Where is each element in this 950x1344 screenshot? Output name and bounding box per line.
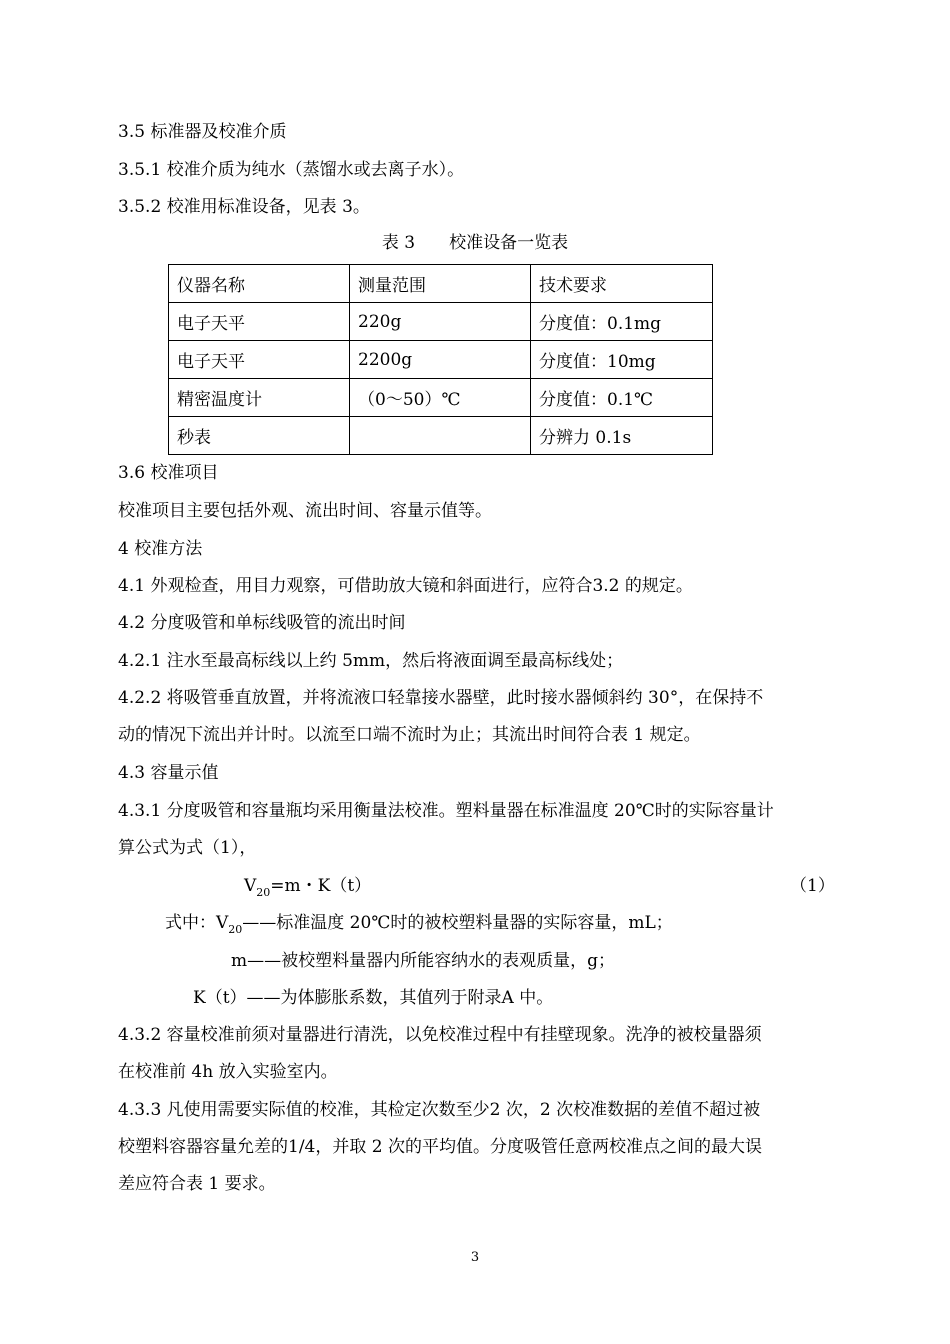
formula <box>244 875 371 899</box>
paragraph-3-5-1: 3.5.1 校准介质为纯水（蒸馏水或去离子水）。 <box>118 160 465 180</box>
section-heading-4-3: 4.3 容量示值 <box>118 763 219 783</box>
table-row <box>169 417 713 455</box>
paragraph-3-6: 校准项目主要包括外观、流出时间、容量示值等。 <box>118 501 492 521</box>
paragraph-3-5-2: 3.5.2 校准用标准设备，见表 3。 <box>118 197 370 217</box>
paragraph-4-3-3-line3: 差应符合表 1 要求。 <box>118 1174 276 1194</box>
paragraph-4-3-1-line1: 4.3.1 分度吸管和容量瓶均采用衡量法校准。塑料量器在标准温度 20℃时的实际容量计 <box>118 801 774 821</box>
table-header-cell: 仪器名称 <box>169 265 350 303</box>
where-prefix: 式中：V <box>165 913 229 933</box>
formula-where-m: m——被校塑料量器内所能容纳水的表观质量，g； <box>231 951 616 971</box>
formula-rhs: =m・K（t） <box>270 876 372 896</box>
table-cell: 电子天平 <box>169 303 350 341</box>
paragraph-4-3-2-line1: 4.3.2 容量校准前须对量器进行清洗，以免校准过程中有挂壁现象。洗净的被校量器须 <box>118 1025 762 1045</box>
table-header-row <box>169 265 713 303</box>
paragraph-4-2-2-line2: 动的情况下流出并计时。以流至口端不流时为止；其流出时间符合表 1 规定。 <box>118 725 701 745</box>
paragraph-4-2-2-line1: 4.2.2 将吸管垂直放置，并将流液口轻靠接水器壁，此时接水器倾斜约 30°，在保持不 <box>118 688 764 708</box>
page-number: 3 <box>470 1250 480 1265</box>
section-heading-3-6: 3.6 校准项目 <box>118 463 219 483</box>
paragraph-4-1: 4.1 外观检查，用目力观察，可借助放大镜和斜面进行，应符合3.2 的规定。 <box>118 576 693 596</box>
formula-where-v <box>165 912 673 936</box>
table-cell: 精密温度计 <box>169 379 350 417</box>
table-cell: 2200g <box>350 341 531 379</box>
table-cell: 分辨力 0.1s <box>531 417 713 455</box>
equipment-table <box>168 264 713 455</box>
formula-number: （1） <box>790 876 835 896</box>
paragraph-4-3-1-line2: 算公式为式（1）， <box>118 838 257 858</box>
paragraph-4-3-2-line2: 在校准前 4h 放入实验室内。 <box>118 1062 338 1082</box>
table-header-cell: 测量范围 <box>350 265 531 303</box>
table-cell: 秒表 <box>169 417 350 455</box>
paragraph-4-2-1: 4.2.1 注水至最高标线以上约 5mm，然后将液面调至最高标线处； <box>118 651 624 671</box>
table-cell <box>350 417 531 455</box>
table-caption: 表 3 校准设备一览表 <box>381 233 569 253</box>
table-cell: （0～50）℃ <box>350 379 531 417</box>
paragraph-4-3-3-line1: 4.3.3 凡使用需要实际值的校准，其检定次数至少2 次，2 次校准数据的差值不超过被 <box>118 1100 761 1120</box>
where-subscript: 20 <box>228 923 243 936</box>
table-row <box>169 379 713 417</box>
paragraph-4-3-3-line2: 校塑料容器容量允差的1/4，并取 2 次的平均值。分度吸管任意两校准点之间的最大误 <box>118 1137 762 1157</box>
table-cell: 分度值：0.1mg <box>531 303 713 341</box>
section-heading-3-5: 3.5 标准器及校准介质 <box>118 122 287 142</box>
where-v-desc: ——标准温度 20℃时的被校塑料量器的实际容量，mL； <box>242 913 673 933</box>
formula-lhs-subscript: 20 <box>256 886 271 899</box>
table-cell: 分度值：0.1℃ <box>531 379 713 417</box>
table-cell: 电子天平 <box>169 341 350 379</box>
table-cell: 分度值：10mg <box>531 341 713 379</box>
table-cell: 220g <box>350 303 531 341</box>
section-heading-4: 4 校准方法 <box>118 539 203 559</box>
table-row <box>169 341 713 379</box>
formula-lhs: V <box>244 876 257 896</box>
section-heading-4-2: 4.2 分度吸管和单标线吸管的流出时间 <box>118 613 406 633</box>
table-header-cell: 技术要求 <box>531 265 713 303</box>
formula-where-k: K（t）——为体膨胀系数，其值列于附录A 中。 <box>193 988 554 1008</box>
table-row <box>169 303 713 341</box>
